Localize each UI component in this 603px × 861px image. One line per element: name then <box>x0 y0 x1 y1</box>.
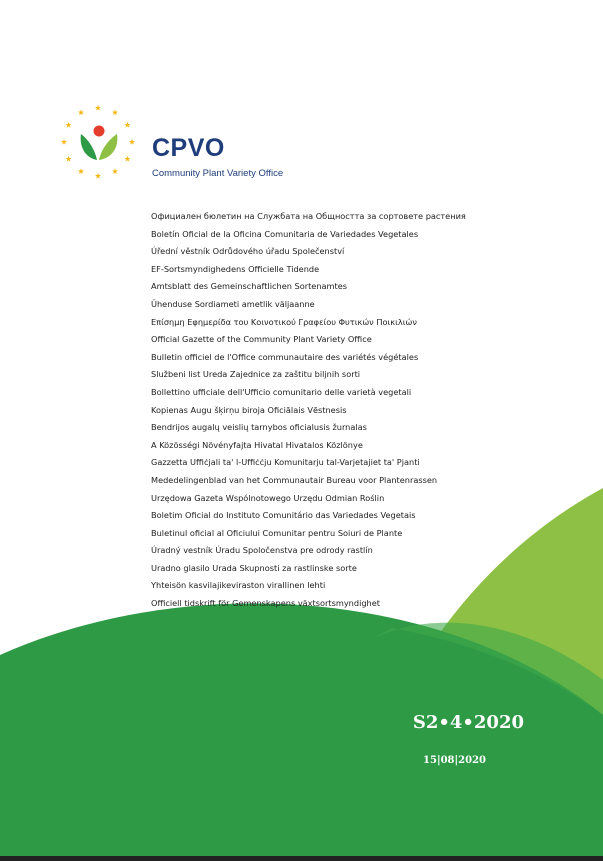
title-da: EF-Sortsmyndighedens Officielle Tidende <box>151 263 320 274</box>
eu-star-icon <box>129 139 135 145</box>
title-cs: Úřední věstník Odrůdového úřadu Společenství <box>151 246 345 257</box>
issue-date: 15|08|2020 <box>423 755 486 766</box>
title-lt: Bendrijos augalų veislių tarnybos oficialusis žurnalas <box>151 422 367 433</box>
title-bg: Официален бюлетин на Службата на Общността за сортовете растения <box>151 211 466 221</box>
red-dot-icon <box>94 126 105 137</box>
title-sv: Officiell tidskrift för Gemenskapens växtsortsmyndighet <box>151 598 380 609</box>
title-ro: Buletinul oficial al Oficiului Comunitar pentru Soiuri de Plante <box>151 527 403 538</box>
title-sl: Uradno glasilo Urada Skupnosti za rastlinske sorte <box>151 562 357 573</box>
brand-name: CPVO <box>152 134 225 162</box>
title-en: Official Gazette of the Community Plant Variety Office <box>151 334 372 345</box>
gazette-titles-list <box>151 208 466 613</box>
eu-star-icon <box>78 168 84 174</box>
title-sk: Úradný vestník Úradu Spoločenstva pre odrody rastlín <box>151 545 373 556</box>
title-et: Ühenduse Sordiameti ametlik väljaanne <box>151 298 315 309</box>
title-fr: Bulletin officiel de l'Office communautaire des variétés végétales <box>151 351 419 362</box>
title-it: Bollettino ufficiale dell'Ufficio comunitario delle varietà vegetali <box>151 386 412 397</box>
brand-block <box>152 134 283 179</box>
cpvo-logo-icon <box>58 100 138 184</box>
leaf-right-icon <box>99 134 117 160</box>
eu-star-icon <box>124 156 130 162</box>
issue-number: S2•4•2020 <box>412 712 524 733</box>
eu-star-icon <box>61 139 67 145</box>
eu-star-icon <box>112 109 118 115</box>
title-hu: A Közösségi Növényfajta Hivatal Hivatalos Közlönye <box>151 439 363 450</box>
eu-star-icon <box>66 156 72 162</box>
eu-star-icon <box>95 105 101 111</box>
bottom-edge-bar <box>0 856 603 861</box>
eu-star-icon <box>66 122 72 128</box>
title-de: Amtsblatt des Gemeinschaftlichen Sortenamtes <box>151 281 348 292</box>
title-el: Επίσημη Εφημερίδα του Κοινοτικού Γραφείου Φυτικών Ποικιλιών <box>151 316 417 327</box>
title-pt: Boletim Oficial do Instituto Comunitário das Variedades Vegetais <box>151 510 416 521</box>
title-lv: Kopienas Augu šķirņu biroja Oficiālais Vēstnesis <box>151 404 347 415</box>
leaf-left-icon <box>81 134 97 160</box>
title-hr: Službeni list Ureda Zajednice za zaštitu biljnih sorti <box>151 369 361 380</box>
title-pl: Urzędowa Gazeta Wspólnotowego Urzędu Odmian Roślin <box>151 492 385 503</box>
title-mt: Gazzetta Uffiċjali ta' l-Uffiċċju Komunitarju tal-Varjetajiet ta' Pjanti <box>151 457 420 468</box>
eu-star-icon <box>95 173 101 179</box>
eu-star-icon <box>78 109 84 115</box>
brand-subtitle: Community Plant Variety Office <box>152 168 284 179</box>
title-nl: Mededelingenblad van het Communautair Bureau voor Plantenrassen <box>151 474 438 485</box>
eu-star-icon <box>124 122 130 128</box>
title-fi: Yhteisön kasvilajikeviraston virallinen lehti <box>151 580 326 591</box>
eu-star-icon <box>112 168 118 174</box>
title-es: Boletín Oficial de la Oficina Comunitaria de Variedades Vegetales <box>151 228 419 239</box>
